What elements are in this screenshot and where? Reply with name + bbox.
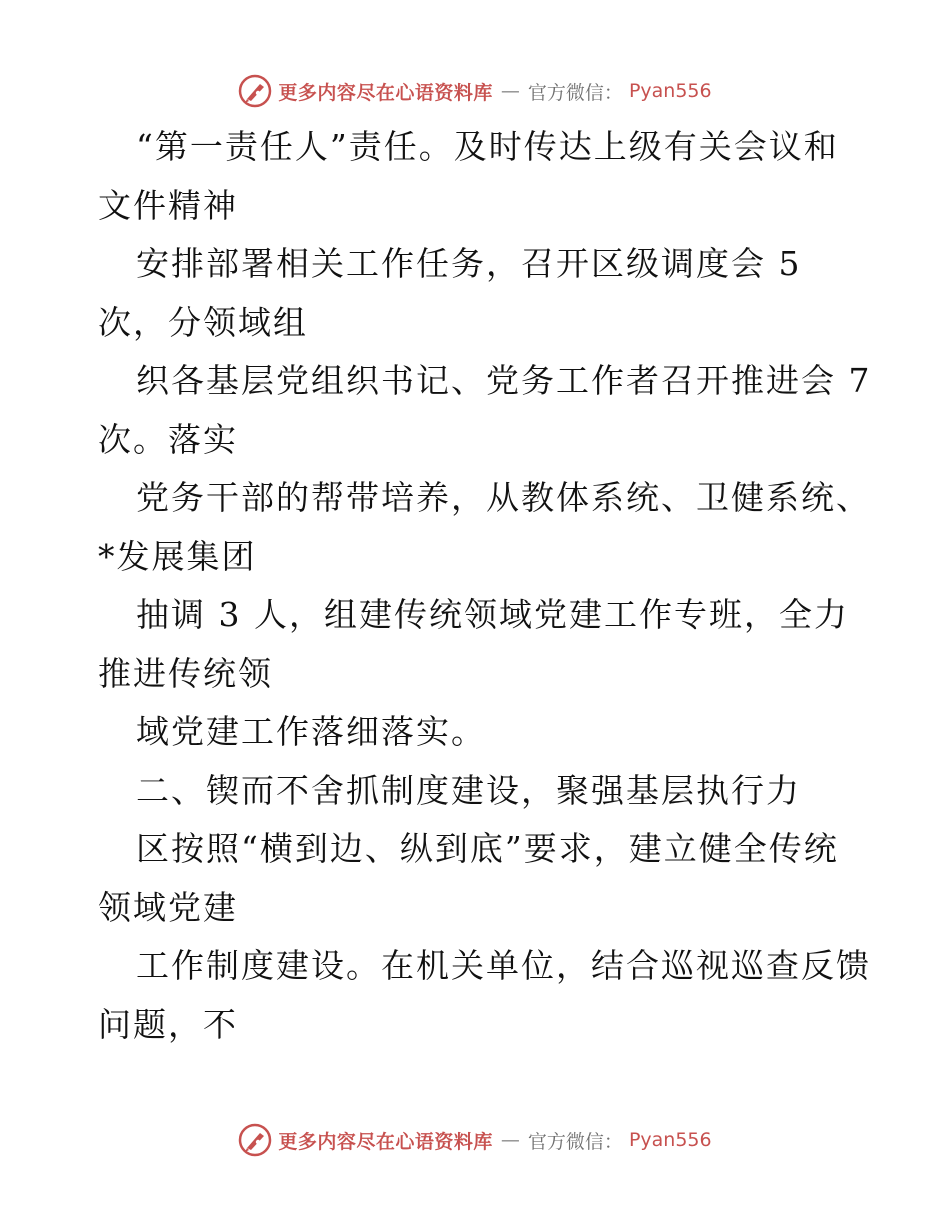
text-line: 安排部署相关工作任务，召开区级调度会 5 bbox=[136, 244, 802, 283]
watermark-title: 更多内容尽在心语资料库 bbox=[278, 1130, 493, 1153]
text-line: 文件精神 bbox=[98, 185, 238, 225]
text-line: 领域党建 bbox=[98, 887, 238, 927]
text-line: 区按照“横到边、纵到底”要求，建立健全传统 bbox=[136, 829, 839, 868]
watermark-wechat-handle: Pyan556 bbox=[628, 1129, 712, 1151]
text-line: 次，分领域组 bbox=[98, 302, 308, 342]
text-line: 织各基层党组织书记、党务工作者召开推进会 7 bbox=[136, 361, 872, 400]
text-line: 党务干部的帮带培养，从教体系统、卫健系统、 bbox=[136, 478, 871, 517]
text-line: 域党建工作落细落实。 bbox=[136, 712, 486, 751]
text-line: 问题，不 bbox=[98, 1004, 238, 1044]
section-heading: 二、锲而不舍抓制度建设，聚强基层执行力 bbox=[136, 770, 801, 810]
watermark-title: 更多内容尽在心语资料库 bbox=[278, 81, 493, 104]
text-line: “第一责任人”责任。及时传达上级有关会议和 bbox=[136, 127, 839, 166]
document-body bbox=[98, 118, 872, 1054]
quill-pen-logo-icon bbox=[238, 1123, 272, 1157]
text-line: 工作制度建设。在机关单位，结合巡视巡查反馈 bbox=[136, 946, 871, 985]
text-line: 次。落实 bbox=[98, 419, 238, 459]
text-line: 推进传统领 bbox=[98, 653, 273, 693]
watermark-wechat-label: 官方微信： bbox=[527, 81, 623, 104]
text-line: 抽调 3 人，组建传统领域党建工作专班，全力 bbox=[136, 595, 849, 634]
text-line: *发展集团 bbox=[98, 536, 257, 576]
watermark-wechat-label: 官方微信： bbox=[527, 1130, 623, 1153]
watermark-dash: — bbox=[500, 1129, 520, 1151]
footer-watermark bbox=[0, 1120, 950, 1160]
watermark-wechat-handle: Pyan556 bbox=[628, 80, 712, 102]
header-watermark bbox=[0, 71, 950, 111]
watermark-dash: — bbox=[500, 80, 520, 102]
quill-pen-logo-icon bbox=[238, 74, 272, 108]
